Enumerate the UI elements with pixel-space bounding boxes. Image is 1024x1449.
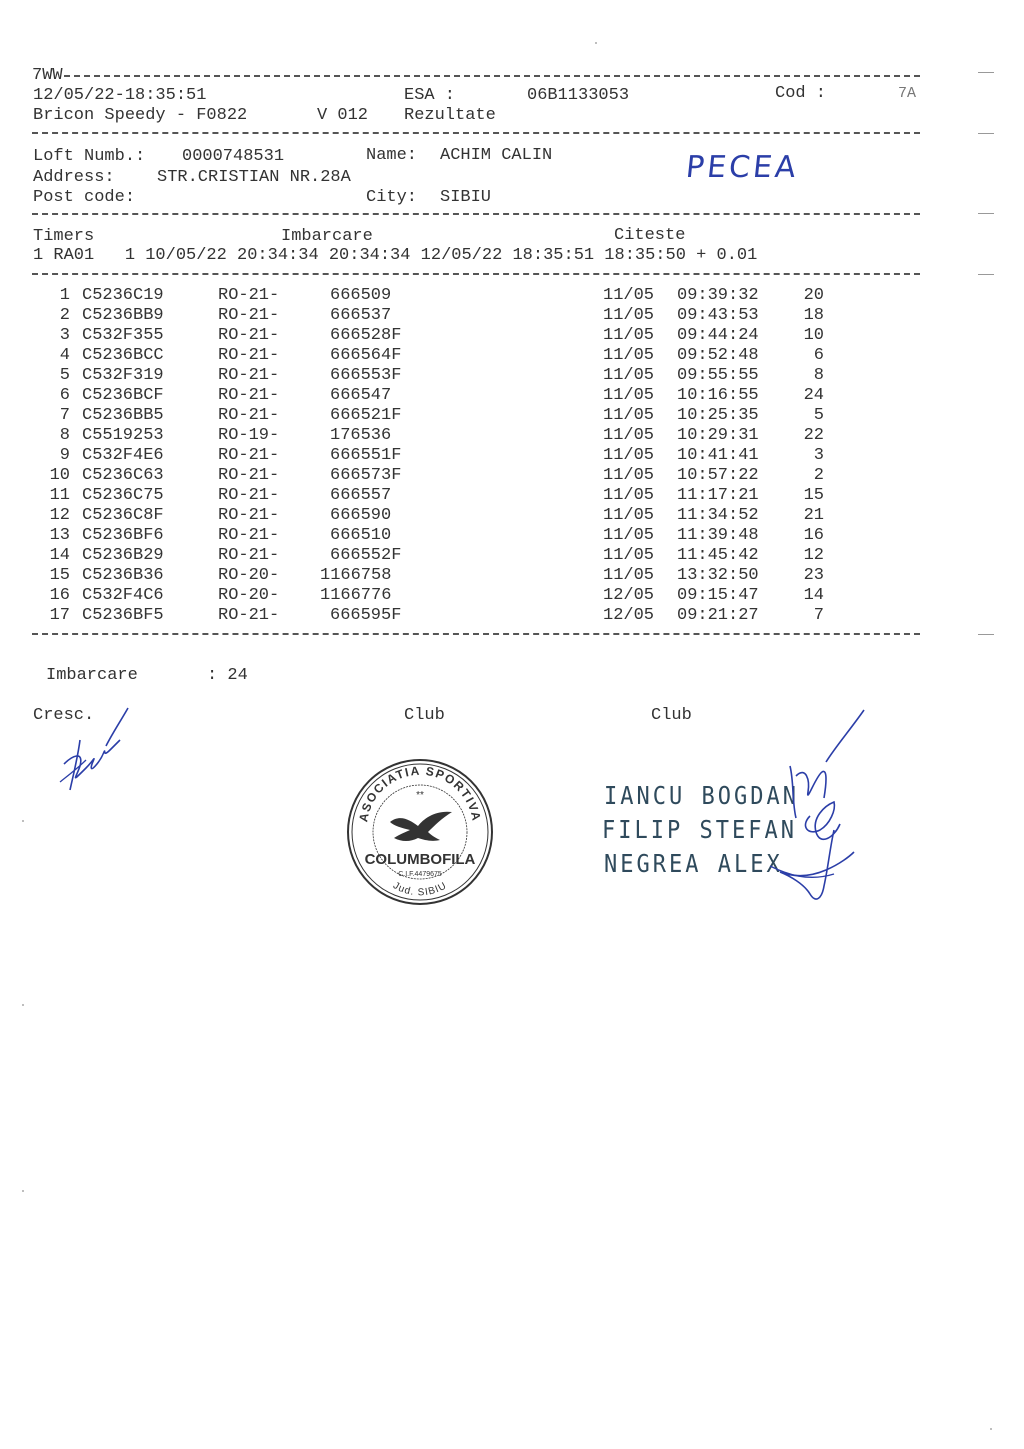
handwritten-location: PECEA — [684, 150, 801, 185]
device-version: V 012 — [317, 106, 369, 125]
cell-no: 2 — [59, 306, 70, 325]
cell-ring: C5236C75 — [82, 486, 164, 505]
cell-pos: 20 — [803, 286, 824, 305]
rule-results-bottom — [32, 633, 920, 635]
address-value: STR.CRISTIAN NR.28A — [157, 168, 351, 187]
cell-no: 1 — [59, 286, 70, 305]
cell-country: RO-20- — [218, 586, 280, 605]
loft-label: Loft Numb.: — [33, 147, 146, 166]
cell-time: 10:25:35 — [677, 406, 759, 425]
cell-no: 14 — [49, 546, 70, 565]
cell-country: RO-21- — [218, 326, 280, 345]
cod-label: Cod : — [775, 84, 827, 103]
cell-no: 17 — [49, 606, 70, 625]
address-label: Address: — [33, 168, 115, 187]
cell-ring: C5236BB5 — [82, 406, 164, 425]
cell-date: 11/05 — [603, 466, 655, 485]
club-label-1: Club — [404, 706, 445, 725]
cell-time: 09:55:55 — [677, 366, 759, 385]
read-header: Citeste — [614, 226, 686, 245]
timers-label: Timers — [33, 227, 95, 246]
cell-date: 11/05 — [603, 346, 655, 365]
embark-total-value: : 24 — [207, 666, 248, 685]
club-signature — [750, 706, 870, 912]
cell-ring: C5236B36 — [82, 566, 164, 585]
table-row — [0, 446, 1024, 466]
table-row — [0, 366, 1024, 386]
table-row — [0, 486, 1024, 506]
cell-pos: 2 — [813, 466, 824, 485]
cell-number: 1166776 — [320, 586, 392, 605]
cell-no: 11 — [49, 486, 70, 505]
cell-number: 666551F — [330, 446, 402, 465]
cell-number: 666547 — [330, 386, 392, 405]
cell-ring: C5519253 — [82, 426, 164, 445]
cell-date: 12/05 — [603, 606, 655, 625]
cell-number: 666573F — [330, 466, 402, 485]
table-row — [0, 306, 1024, 326]
cell-country: RO-19- — [218, 426, 280, 445]
table-row — [0, 586, 1024, 606]
postcode-label: Post code: — [33, 188, 136, 207]
embark-header: Imbarcare — [281, 227, 373, 246]
table-row — [0, 346, 1024, 366]
margin-mark — [978, 72, 994, 73]
cell-date: 12/05 — [603, 586, 655, 605]
cell-pos: 10 — [803, 326, 824, 345]
cell-no: 4 — [59, 346, 70, 365]
header-code: 7WW — [32, 66, 63, 85]
cell-ring: C5236C63 — [82, 466, 164, 485]
cell-ring: C5236BF6 — [82, 526, 164, 545]
cell-number: 1166758 — [320, 566, 392, 585]
cell-number: 666510 — [330, 526, 392, 545]
cell-number: 666552F — [330, 546, 402, 565]
cell-pos: 15 — [803, 486, 824, 505]
cell-ring: C532F355 — [82, 326, 164, 345]
stamp-top-text: ASOCIATIA SPORTIVA — [356, 763, 484, 824]
table-row — [0, 406, 1024, 426]
cell-number: 666564F — [330, 346, 402, 365]
scan-speck — [22, 1004, 24, 1006]
cell-country: RO-21- — [218, 366, 280, 385]
table-row — [0, 286, 1024, 306]
cell-country: RO-21- — [218, 386, 280, 405]
cell-no: 6 — [59, 386, 70, 405]
club-stamp — [344, 756, 496, 908]
club-signer-2: FILIP STEFAN — [602, 816, 797, 845]
cell-time: 10:16:55 — [677, 386, 759, 405]
cell-date: 11/05 — [603, 566, 655, 585]
city-value: SIBIU — [440, 188, 492, 207]
cell-pos: 23 — [803, 566, 824, 585]
cell-time: 09:39:32 — [677, 286, 759, 305]
cell-no: 7 — [59, 406, 70, 425]
cell-no: 3 — [59, 326, 70, 345]
cell-time: 10:41:41 — [677, 446, 759, 465]
margin-mark — [978, 213, 994, 214]
cod-value: 7A — [898, 85, 917, 102]
device-name: Bricon Speedy - F0822 — [33, 106, 248, 125]
margin-mark — [978, 634, 994, 635]
cell-ring: C5236B29 — [82, 546, 164, 565]
cell-country: RO-21- — [218, 526, 280, 545]
table-row — [0, 426, 1024, 446]
table-row — [0, 606, 1024, 626]
cell-number: 176536 — [330, 426, 392, 445]
cell-pos: 24 — [803, 386, 824, 405]
cell-no: 5 — [59, 366, 70, 385]
cell-pos: 5 — [813, 406, 824, 425]
cell-date: 11/05 — [603, 286, 655, 305]
cell-no: 16 — [49, 586, 70, 605]
timer-line: 1 RA01 1 10/05/22 20:34:34 20:34:34 12/05/22 18:35:51 18:35:50 + 0.01 — [33, 246, 758, 265]
cell-no: 9 — [59, 446, 70, 465]
cell-date: 11/05 — [603, 306, 655, 325]
cell-pos: 12 — [803, 546, 824, 565]
cell-time: 09:44:24 — [677, 326, 759, 345]
cell-country: RO-21- — [218, 306, 280, 325]
table-row — [0, 526, 1024, 546]
cell-time: 11:45:42 — [677, 546, 759, 565]
cell-number: 666553F — [330, 366, 402, 385]
svg-text:Jud. SIBIU — [391, 880, 449, 898]
cell-ring: C5236BB9 — [82, 306, 164, 325]
table-row — [0, 566, 1024, 586]
table-row — [0, 466, 1024, 486]
stamp-bottom-text: Jud. SIBIU — [391, 880, 449, 899]
cell-time: 11:17:21 — [677, 486, 759, 505]
cell-date: 11/05 — [603, 406, 655, 425]
scan-speck — [990, 1428, 992, 1430]
rule-timers-bottom — [32, 273, 920, 275]
cell-number: 666590 — [330, 506, 392, 525]
cell-time: 10:29:31 — [677, 426, 759, 445]
rule-header-bottom — [32, 132, 920, 134]
cell-ring: C532F4C6 — [82, 586, 164, 605]
top-rule — [64, 75, 920, 77]
rule-owner-bottom — [32, 213, 920, 215]
header-datetime: 12/05/22-18:35:51 — [33, 86, 207, 105]
cell-ring: C5236C8F — [82, 506, 164, 525]
table-row — [0, 506, 1024, 526]
cell-no: 8 — [59, 426, 70, 445]
cell-pos: 22 — [803, 426, 824, 445]
cell-number: 666595F — [330, 606, 402, 625]
margin-mark — [978, 274, 994, 275]
esa-value: 06B1133053 — [527, 86, 630, 105]
cell-pos: 18 — [803, 306, 824, 325]
cell-pos: 14 — [803, 586, 824, 605]
cell-number: 666509 — [330, 286, 392, 305]
cell-country: RO-21- — [218, 466, 280, 485]
cell-country: RO-21- — [218, 546, 280, 565]
cell-date: 11/05 — [603, 506, 655, 525]
cell-time: 09:43:53 — [677, 306, 759, 325]
city-label: City: — [366, 188, 418, 207]
cell-country: RO-21- — [218, 286, 280, 305]
table-row — [0, 386, 1024, 406]
scan-speck — [22, 820, 24, 822]
cell-pos: 7 — [813, 606, 824, 625]
cell-date: 11/05 — [603, 386, 655, 405]
cell-date: 11/05 — [603, 486, 655, 505]
cell-ring: C5236C19 — [82, 286, 164, 305]
loft-number: 0000748531 — [182, 147, 285, 166]
cell-pos: 6 — [813, 346, 824, 365]
cell-country: RO-21- — [218, 606, 280, 625]
cell-time: 13:32:50 — [677, 566, 759, 585]
cell-number: 666528F — [330, 326, 402, 345]
cell-time: 10:57:22 — [677, 466, 759, 485]
cell-no: 15 — [49, 566, 70, 585]
scan-speck — [22, 1190, 24, 1192]
club-signer-3: NEGREA ALEX — [604, 850, 783, 879]
cell-date: 11/05 — [603, 546, 655, 565]
margin-mark — [978, 133, 994, 134]
embark-total-label: Imbarcare — [46, 666, 138, 685]
cell-pos: 21 — [803, 506, 824, 525]
cell-country: RO-21- — [218, 446, 280, 465]
stamp-cif: C.I.F.4479675 — [398, 871, 442, 878]
cell-time: 11:34:52 — [677, 506, 759, 525]
cell-no: 12 — [49, 506, 70, 525]
cell-number: 666521F — [330, 406, 402, 425]
cell-date: 11/05 — [603, 366, 655, 385]
cell-country: RO-21- — [218, 406, 280, 425]
cell-no: 13 — [49, 526, 70, 545]
club-signer-1: IANCU BOGDAN — [604, 782, 799, 811]
cell-date: 11/05 — [603, 426, 655, 445]
esa-label: ESA : — [404, 86, 456, 105]
cell-pos: 8 — [813, 366, 824, 385]
table-row — [0, 546, 1024, 566]
owner-name: ACHIM CALIN — [440, 146, 553, 165]
club-label-2: Club — [651, 706, 692, 725]
cell-time: 09:15:47 — [677, 586, 759, 605]
cell-country: RO-21- — [218, 346, 280, 365]
cell-ring: C5236BF5 — [82, 606, 164, 625]
cell-number: 666537 — [330, 306, 392, 325]
cell-ring: C5236BCF — [82, 386, 164, 405]
cell-time: 09:21:27 — [677, 606, 759, 625]
cell-country: RO-21- — [218, 506, 280, 525]
scan-speck — [595, 42, 597, 44]
cell-pos: 3 — [813, 446, 824, 465]
cell-time: 11:39:48 — [677, 526, 759, 545]
cell-ring: C532F319 — [82, 366, 164, 385]
cell-country: RO-20- — [218, 566, 280, 585]
stamp-stars: ** — [416, 790, 424, 801]
report-mode: Rezultate — [404, 106, 496, 125]
cell-pos: 16 — [803, 526, 824, 545]
cell-date: 11/05 — [603, 326, 655, 345]
cell-no: 10 — [49, 466, 70, 485]
cell-date: 11/05 — [603, 526, 655, 545]
stamp-main-text: COLUMBOFILA — [364, 851, 476, 868]
cell-ring: C532F4E6 — [82, 446, 164, 465]
name-label: Name: — [366, 146, 418, 165]
cell-time: 09:52:48 — [677, 346, 759, 365]
cell-country: RO-21- — [218, 486, 280, 505]
cell-date: 11/05 — [603, 446, 655, 465]
table-row — [0, 326, 1024, 346]
cell-ring: C5236BCC — [82, 346, 164, 365]
cell-number: 666557 — [330, 486, 392, 505]
breeder-label: Cresc. — [33, 706, 95, 725]
breeder-signature — [50, 704, 140, 804]
